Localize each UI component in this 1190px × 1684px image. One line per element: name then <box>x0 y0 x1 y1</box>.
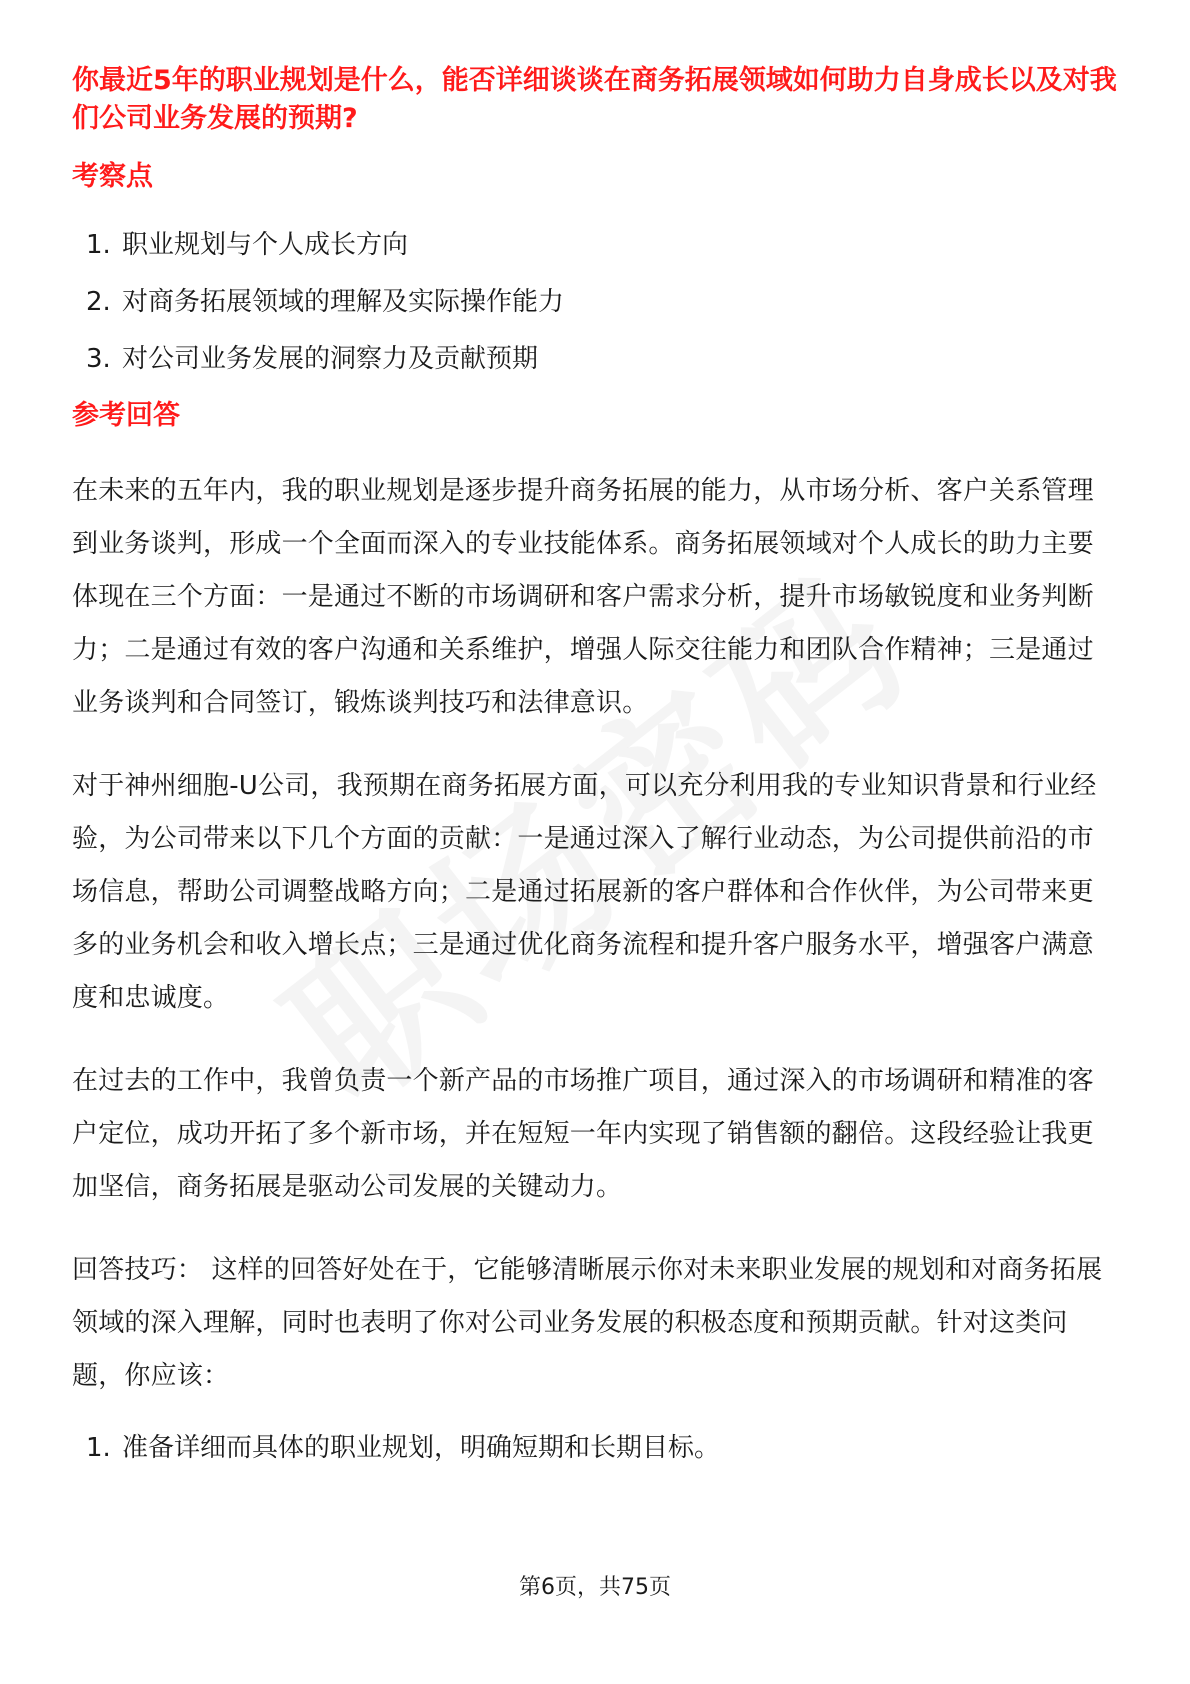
list-item: 3. 对公司业务发展的洞察力及贡献预期 <box>86 344 539 374</box>
list-item: 1. 职业规划与个人成长方向 <box>86 230 409 260</box>
answer-paragraph: 在过去的工作中，我曾负责一个新产品的市场推广项目，通过深入的市场调研和精准的客户定位，成功开拓了多个新市场，并在短短一年内实现了销售额的翻倍。这段经验让我更加坚信，商务拓展是驱动公司发展的关键动力。 <box>72 1066 1094 1202</box>
answer-paragraph: 在未来的五年内，我的职业规划是逐步提升商务拓展的能力，从市场分析、客户关系管理到业务谈判，形成一个全面而深入的专业技能体系。商务拓展领域对个人成长的助力主要体现在三个方面：一是通过不断的市场调研和客户需求分析，提升市场敏锐度和业务判断力；二是通过有效的客户沟通和关系维护，增强人际交往能力和团队合作精神；三是通过业务谈判和合同签订，锻炼谈判技巧和法律意识。 <box>72 476 1094 718</box>
points-list <box>72 226 1118 378</box>
question-heading: 你最近5年的职业规划是什么，能否详细谈谈在商务拓展领域如何助力自身成长以及对我们公司业务发展的预期? <box>72 65 1117 134</box>
page-number: 第6页，共75页 <box>519 1575 671 1600</box>
answer-paragraph: 对于神州细胞-U公司，我预期在商务拓展方面，可以充分利用我的专业知识背景和行业经验，为公司带来以下几个方面的贡献：一是通过深入了解行业动态，为公司提供前沿的市场信息，帮助公司调整战略方向；二是通过拓展新的客户群体和合作伙伴，为公司带来更多的业务机会和收入增长点；三是通过优化商务流程和提升客户服务水平，增强客户满意度和忠诚度。 <box>72 771 1097 1013</box>
list-item: 2. 对商务拓展领域的理解及实际操作能力 <box>86 287 565 317</box>
tips-list <box>72 1429 1118 1467</box>
content-area <box>72 62 1118 1467</box>
list-item: 1. 准备详细而具体的职业规划，明确短期和长期目标。 <box>86 1433 721 1463</box>
tips-paragraph: 回答技巧： 这样的回答好处在于，它能够清晰展示你对未来职业发展的规划和对商务拓展领域的深入理解，同时也表明了你对公司业务发展的积极态度和预期贡献。针对这类问题，你应该： <box>72 1255 1103 1391</box>
section-title-points: 考察点 <box>72 161 153 192</box>
section-title-answer: 参考回答 <box>72 400 180 431</box>
